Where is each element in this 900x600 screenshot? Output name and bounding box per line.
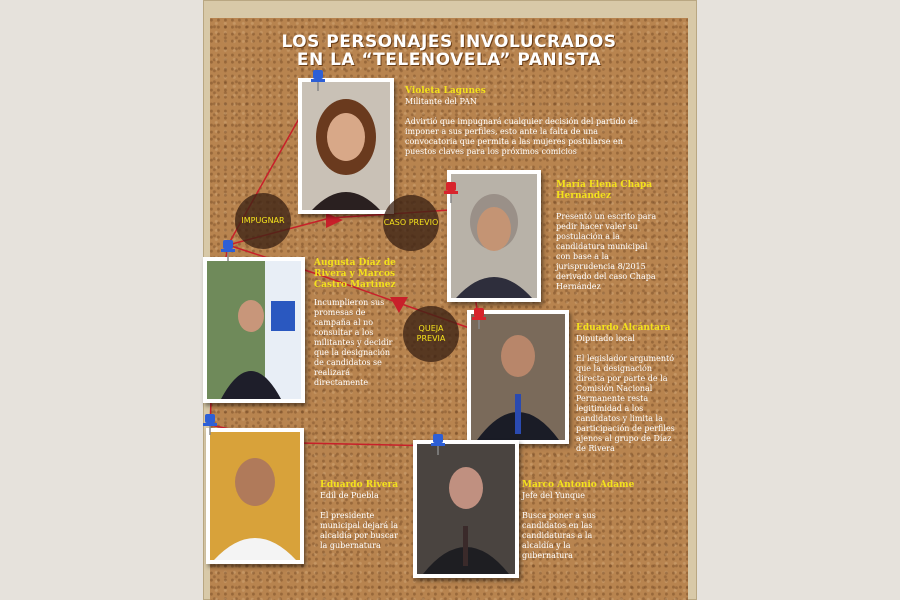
- push-pin-icon: [471, 306, 487, 330]
- desc-augusta: Incumplieron sus promesas de campaña al no consultar a los militantes y decidir que la designación de candidatos se realizará directamente: [314, 298, 393, 387]
- desc-marco-antonio: Busca poner a sus candidatos en las candidaturas a la alcaldía y la gubernatura: [522, 511, 596, 560]
- push-pin-icon: [202, 412, 218, 436]
- photo-maria-elena: [447, 170, 541, 302]
- name-augusta: Augusta Díaz de Rivera y Marcos Castro Martínez: [314, 258, 396, 290]
- label-impugnar: IMPUGNAR: [235, 193, 291, 249]
- photo-eduardo-alcantara: [467, 310, 569, 444]
- push-pin-icon: [310, 68, 326, 92]
- portrait-woman-flag-icon: [207, 261, 301, 399]
- push-pin-icon: [443, 180, 459, 204]
- desc-eduardo-rivera: El presidente municipal dejará la alcaldía por buscar la gubernatura: [320, 511, 399, 550]
- label-caso-previo: CASO PREVIO: [383, 195, 439, 251]
- label-queja-previa: QUEJA PREVIA: [403, 306, 459, 362]
- role-eduardo-rivera: Edil de Puebla: [320, 491, 379, 500]
- name-eduardo-rivera: Eduardo Rivera: [320, 480, 399, 490]
- photo-augusta: [203, 257, 305, 403]
- headline-line-1: LOS PERSONAJES INVOLUCRADOS: [281, 32, 617, 52]
- push-pin-icon: [430, 432, 446, 456]
- desc-violeta: Advirtió que impugnará cualquier decisión del partido de imponer a sus perfiles, esto ante la falta de una convocatoria que permita a las mujeres postularse en puestos claves para los próximos comicios: [405, 117, 638, 156]
- name-maria-elena: María Elena Chapa Hernández: [556, 180, 653, 201]
- photo-eduardo-rivera: [206, 428, 304, 564]
- role-eduardo-alcantara: Diputado local: [576, 334, 635, 343]
- name-violeta: Violeta Lagunes: [405, 86, 486, 96]
- role-violeta: Militante del PAN: [405, 97, 477, 106]
- name-marco-antonio: Marco Antonio Adame: [522, 480, 635, 490]
- portrait-man-suit-icon: [471, 314, 565, 440]
- arrow-icon-impugnar: [326, 213, 343, 228]
- role-marco-antonio: Jefe del Yunque: [522, 491, 586, 500]
- desc-maria-elena: Presentó un escrito para pedir hacer valer su postulación a la candidatura municipal con base a la jurisprudencia 8/2015 derivado del caso Chapa Hernández: [556, 212, 657, 291]
- portrait-man-shirt-icon: [210, 432, 300, 560]
- desc-eduardo-alcantara: El legislador argumentó que la designación directa por parte de la Comisión Nacional Permanente resta legitimidad a los candidatos y limita la participación de perfiles ajenos al grupo de Díaz de Rivera: [576, 354, 675, 453]
- portrait-man-podium-icon: [417, 444, 515, 574]
- portrait-woman-icon: [302, 82, 390, 210]
- photo-violeta: [298, 78, 394, 214]
- portrait-elder-woman-icon: [451, 174, 537, 298]
- name-eduardo-alcantara: Eduardo Alcántara: [576, 323, 671, 333]
- photo-marco-antonio: [413, 440, 519, 578]
- headline-line-2: EN LA “TELENOVELA” PANISTA: [296, 50, 602, 70]
- push-pin-icon: [220, 238, 236, 262]
